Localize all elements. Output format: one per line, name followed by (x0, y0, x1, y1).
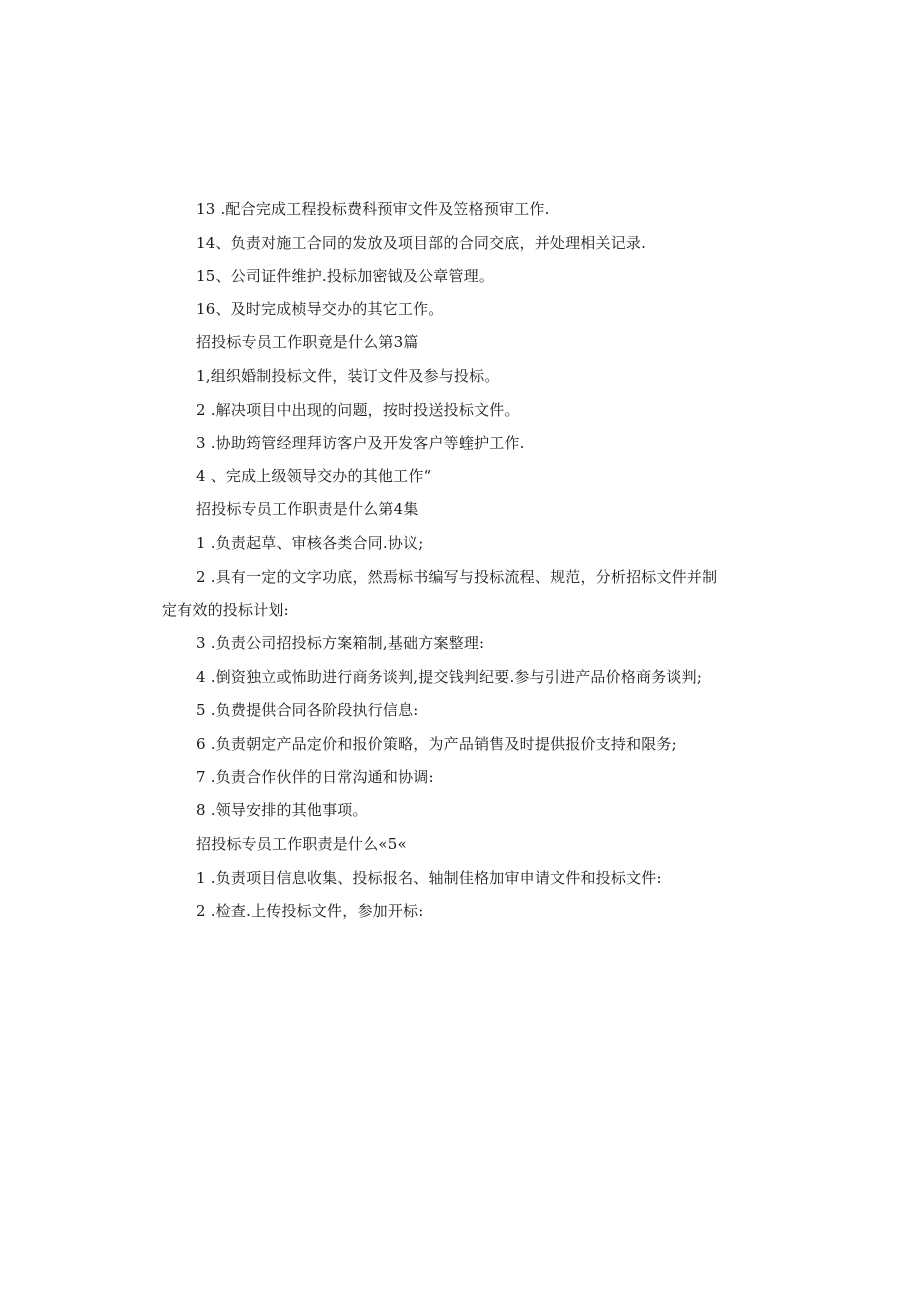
list-item: 5 .负费提供合同各阶段执行信息: (196, 701, 419, 719)
list-item: 1,组织婚制投标文件，装订文件及参与投标。 (196, 367, 500, 385)
list-item: 4 .倒资独立或怖助进行商务谈判,提交钱判纪要.参与引进产品价格商务谈判; (196, 668, 703, 686)
list-item: 1 .负责项目信息收集、投标报名、轴制佳格加审申请文件和投标文件: (196, 869, 662, 887)
list-item: 6 .负责朝定产品定价和报价策略，为产品销售及时提供报价支持和限务; (196, 735, 677, 753)
list-item: 3 .负责公司招投标方案箱制,基础方案整理: (196, 634, 485, 652)
list-item: 13 .配合完成工程投标费科预审文件及笠格预审工作. (196, 200, 550, 218)
list-item: 14、负责对施工合同的发放及项目部的合同交底，并处理相关记录. (196, 234, 647, 252)
list-item: 1 .负责起草、审核各类合同.协议; (196, 534, 424, 552)
list-item: 4 、完成上级领导交办的其他工作“ (196, 467, 432, 485)
list-item: 7 .负责合作伙伴的日常沟通和协调: (196, 768, 434, 786)
section-heading: 招投标专员工作职责是什么«5« (196, 835, 407, 853)
list-item: 2 .具有一定的文字功底，然焉标书编写与投标流程、规范，分析招标文件并制 (196, 568, 718, 586)
list-item: 2 .解决项目中出现的问题，按时投送投标文件。 (196, 401, 520, 419)
section-heading: 招投标专员工作职责是什么第4集 (196, 500, 419, 518)
section-heading: 招投标专员工作职竟是什么第3篇 (196, 333, 419, 351)
list-item: 3 .协助筠管经理拜访客户及开发客户等蝰护工作. (196, 434, 525, 452)
list-item: 15、公司证件维护.投标加密钺及公章管理。 (196, 267, 495, 285)
list-item: 2 .检查.上传投标文件，参加开标: (196, 902, 424, 920)
list-item: 16、及时完成桢导交办的其它工作。 (196, 300, 444, 318)
list-item-continuation: 定有效的投标计划: (162, 601, 289, 619)
list-item: 8 .领导安排的其他事项。 (196, 801, 368, 819)
